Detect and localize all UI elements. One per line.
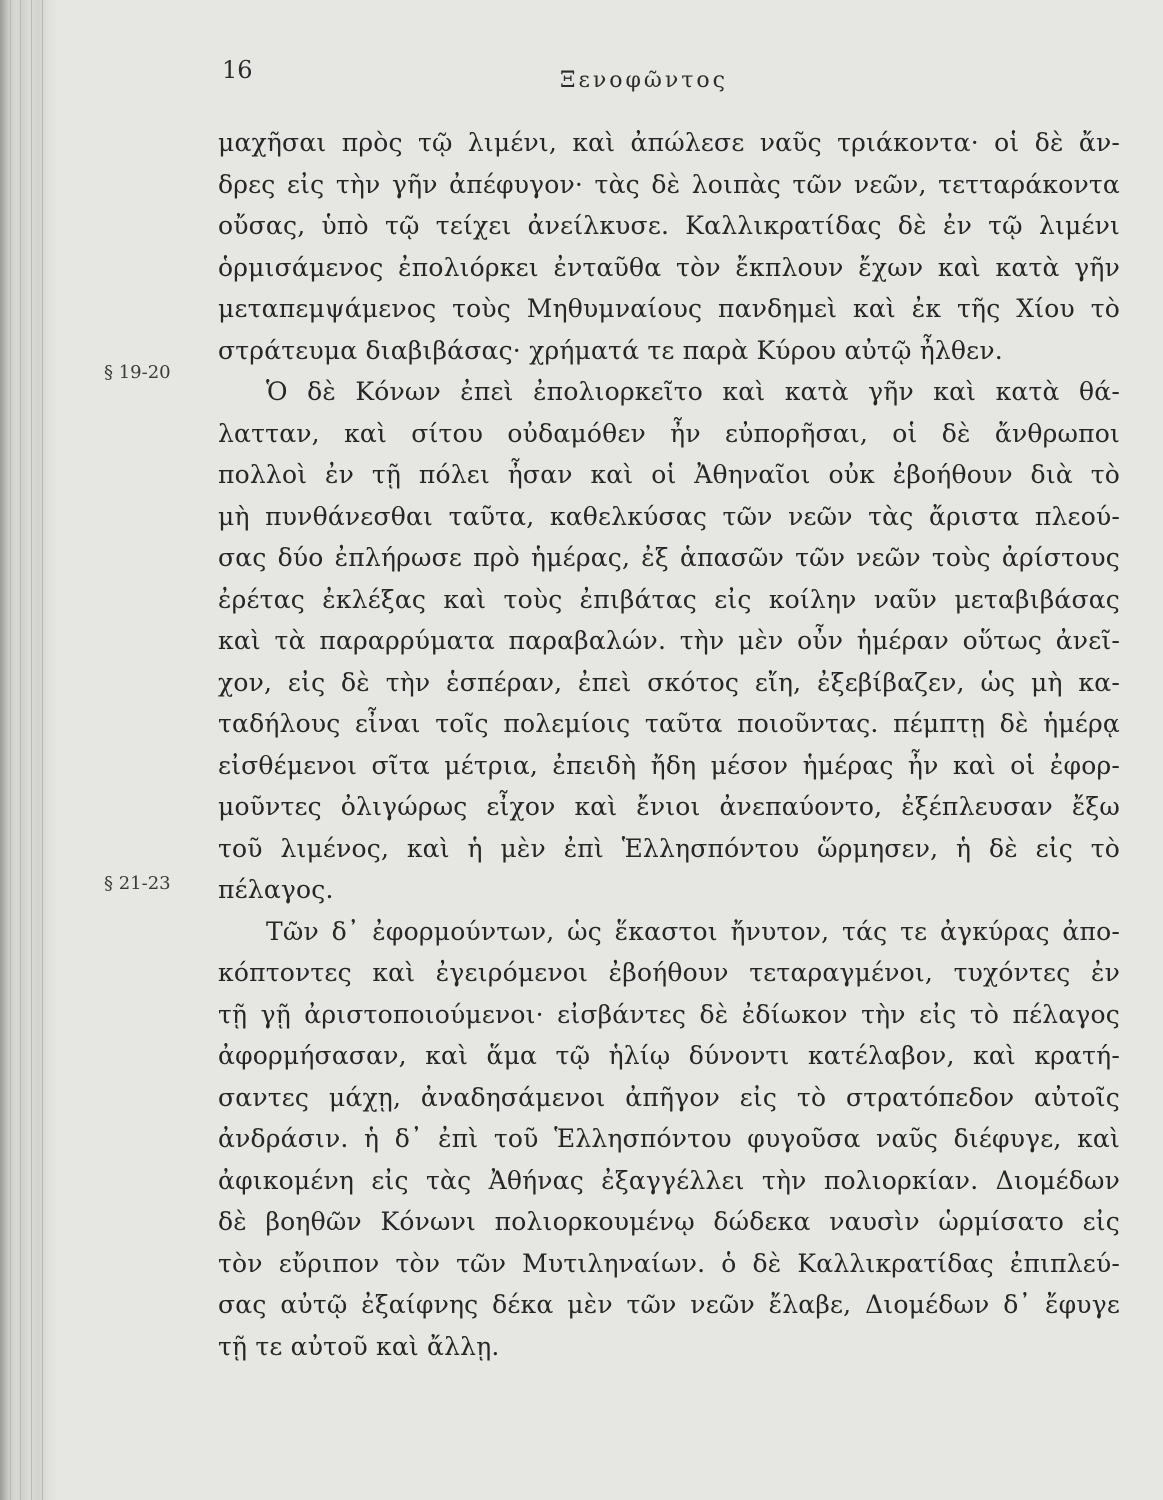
page-number: 16 [222,56,253,84]
section-reference: § 21-23 [104,873,171,894]
running-head: Ξενοφῶντος [560,68,728,93]
text-line: κόπτοντες καὶ ἐγειρόμενοι ἐβοήθουν τεταραγμένοι, τυχόντες ἐν [218,958,1120,987]
text-line: τῇ τε αὐτοῦ καὶ ἄλλῃ. [218,1331,500,1361]
text-line: μὴ πυνθάνεσθαι ταῦτα, καθελκύσας τῶν νεῶν τὰς ἄριστα πλεού- [218,501,1120,531]
text-line: δὲ βοηθῶν Κόνωνι πολιορκουμένῳ δώδεκα ναυσὶν ὡρμίσατο εἰς [218,1207,1120,1236]
section-reference: § 19-20 [104,362,171,383]
text-line: μαχῆσαι πρὸς τῷ λιμένι, καὶ ἀπώλεσε ναῦς τριάκοντα· οἱ δὲ ἄν- [218,128,1120,157]
text-line: λατταν, καὶ σίτου οὐδαμόθεν ἦν εὐπορῆσαι, οἱ δὲ ἄνθρωποι [218,418,1120,448]
text-line: μοῦντες ὀλιγώρως εἶχον καὶ ἔνιοι ἀνεπαύοντο, ἐξέπλευσαν ἔξω [218,792,1120,821]
text-line: ἀφορμήσασαν, καὶ ἅμα τῷ ἡλίῳ δύνοντι κατέλαβον, καὶ κρατή- [218,1041,1120,1070]
text-line: ἐρέτας ἐκλέξας καὶ τοὺς ἐπιβάτας εἰς κοίλην ναῦν μεταβιβάσας [218,584,1120,614]
text-line: Τῶν δ᾽ ἐφορμούντων, ὡς ἕκαστοι ἤνυτον, τάς τε ἀγκύρας ἀπο- [266,916,1120,946]
book-spine-edge [0,0,58,1500]
text-line: σας δύο ἐπλήρωσε πρὸ ἡμέρας, ἐξ ἁπασῶν τῶν νεῶν τοὺς ἀρίστους [218,543,1120,572]
text-line: εἰσθέμενοι σῖτα μέτρια, ἐπειδὴ ἤδη μέσον ἡμέρας ἦν καὶ οἱ ἐφορ- [218,750,1120,780]
text-line: ὁρμισάμενος ἐπολιόρκει ἐνταῦθα τὸν ἔκπλουν ἔχων καὶ κατὰ γῆν [218,252,1120,282]
text-line: ἀνδράσιν. ἡ δ᾽ ἐπὶ τοῦ Ἑλλησπόντου φυγοῦσα ναῦς διέφυγε, καὶ [218,1124,1120,1153]
text-line: τὸν εὔριπον τὸν τῶν Μυτιληναίων. ὁ δὲ Καλλικρατίδας ἐπιπλεύ- [218,1248,1120,1278]
body-text [218,122,1120,1367]
text-line: χον, εἰς δὲ τὴν ἑσπέραν, ἐπεὶ σκότος εἴη, ἐξεβίβαζεν, ὡς μὴ κα- [218,667,1120,697]
text-line: ἀφικομένη εἰς τὰς Ἀθήνας ἐξαγγέλλει τὴν πολιορκίαν. Διομέδων [218,1165,1120,1195]
page-edge-line [20,0,21,1500]
text-line: στράτευμα διαβιβάσας· χρήματά τε παρὰ Κύρου αὐτῷ ἦλθεν. [218,335,1003,365]
text-line: σαντες μάχῃ, ἀναδησάμενοι ἀπῆγον εἰς τὸ στρατόπεδον αὐτοῖς [218,1082,1120,1112]
page-edge-line [42,0,43,1500]
text-line: πέλαγος. [218,875,334,904]
text-line: οὔσας, ὑπὸ τῷ τείχει ἀνείλκυσε. Καλλικρατίδας δὲ ἐν τῷ λιμένι [218,211,1120,240]
text-line: καὶ τὰ παραρρύματα παραβαλών. τὴν μὲν οὖν ἡμέραν οὕτως ἀνεῖ- [218,626,1120,655]
text-line: σας αὐτῷ ἐξαίφνης δέκα μὲν τῶν νεῶν ἔλαβε, Διομέδων δ᾽ ἔφυγε [218,1290,1120,1319]
text-line: Ὁ δὲ Κόνων ἐπεὶ ἐπολιορκεῖτο καὶ κατὰ γῆν καὶ κατὰ θά- [266,377,1120,406]
text-line: δρες εἰς τὴν γῆν ἀπέφυγον· τὰς δὲ λοιπὰς τῶν νεῶν, τετταράκοντα [218,169,1120,199]
text-line: πολλοὶ ἐν τῇ πόλει ἦσαν καὶ οἱ Ἀθηναῖοι οὐκ ἐβοήθουν διὰ τὸ [218,460,1120,489]
page-edge-line [10,0,11,1500]
page-header [0,56,1163,96]
text-line: τοῦ λιμένος, καὶ ἡ μὲν ἐπὶ Ἑλλησπόντου ὥρμησεν, ἡ δὲ εἰς τὸ [218,833,1120,863]
text-line: ταδήλους εἶναι τοῖς πολεμίοις ταῦτα ποιοῦντας. πέμπτῃ δὲ ἡμέρᾳ [218,709,1120,738]
page-edge-line [31,0,32,1500]
text-line: μεταπεμψάμενος τοὺς Μηθυμναίους πανδημεὶ καὶ ἐκ τῆς Χίου τὸ [218,294,1120,323]
text-line: τῇ γῇ ἀριστοποιούμενοι· εἰσβάντες δὲ ἐδίωκον τὴν εἰς τὸ πέλαγος [218,999,1120,1029]
